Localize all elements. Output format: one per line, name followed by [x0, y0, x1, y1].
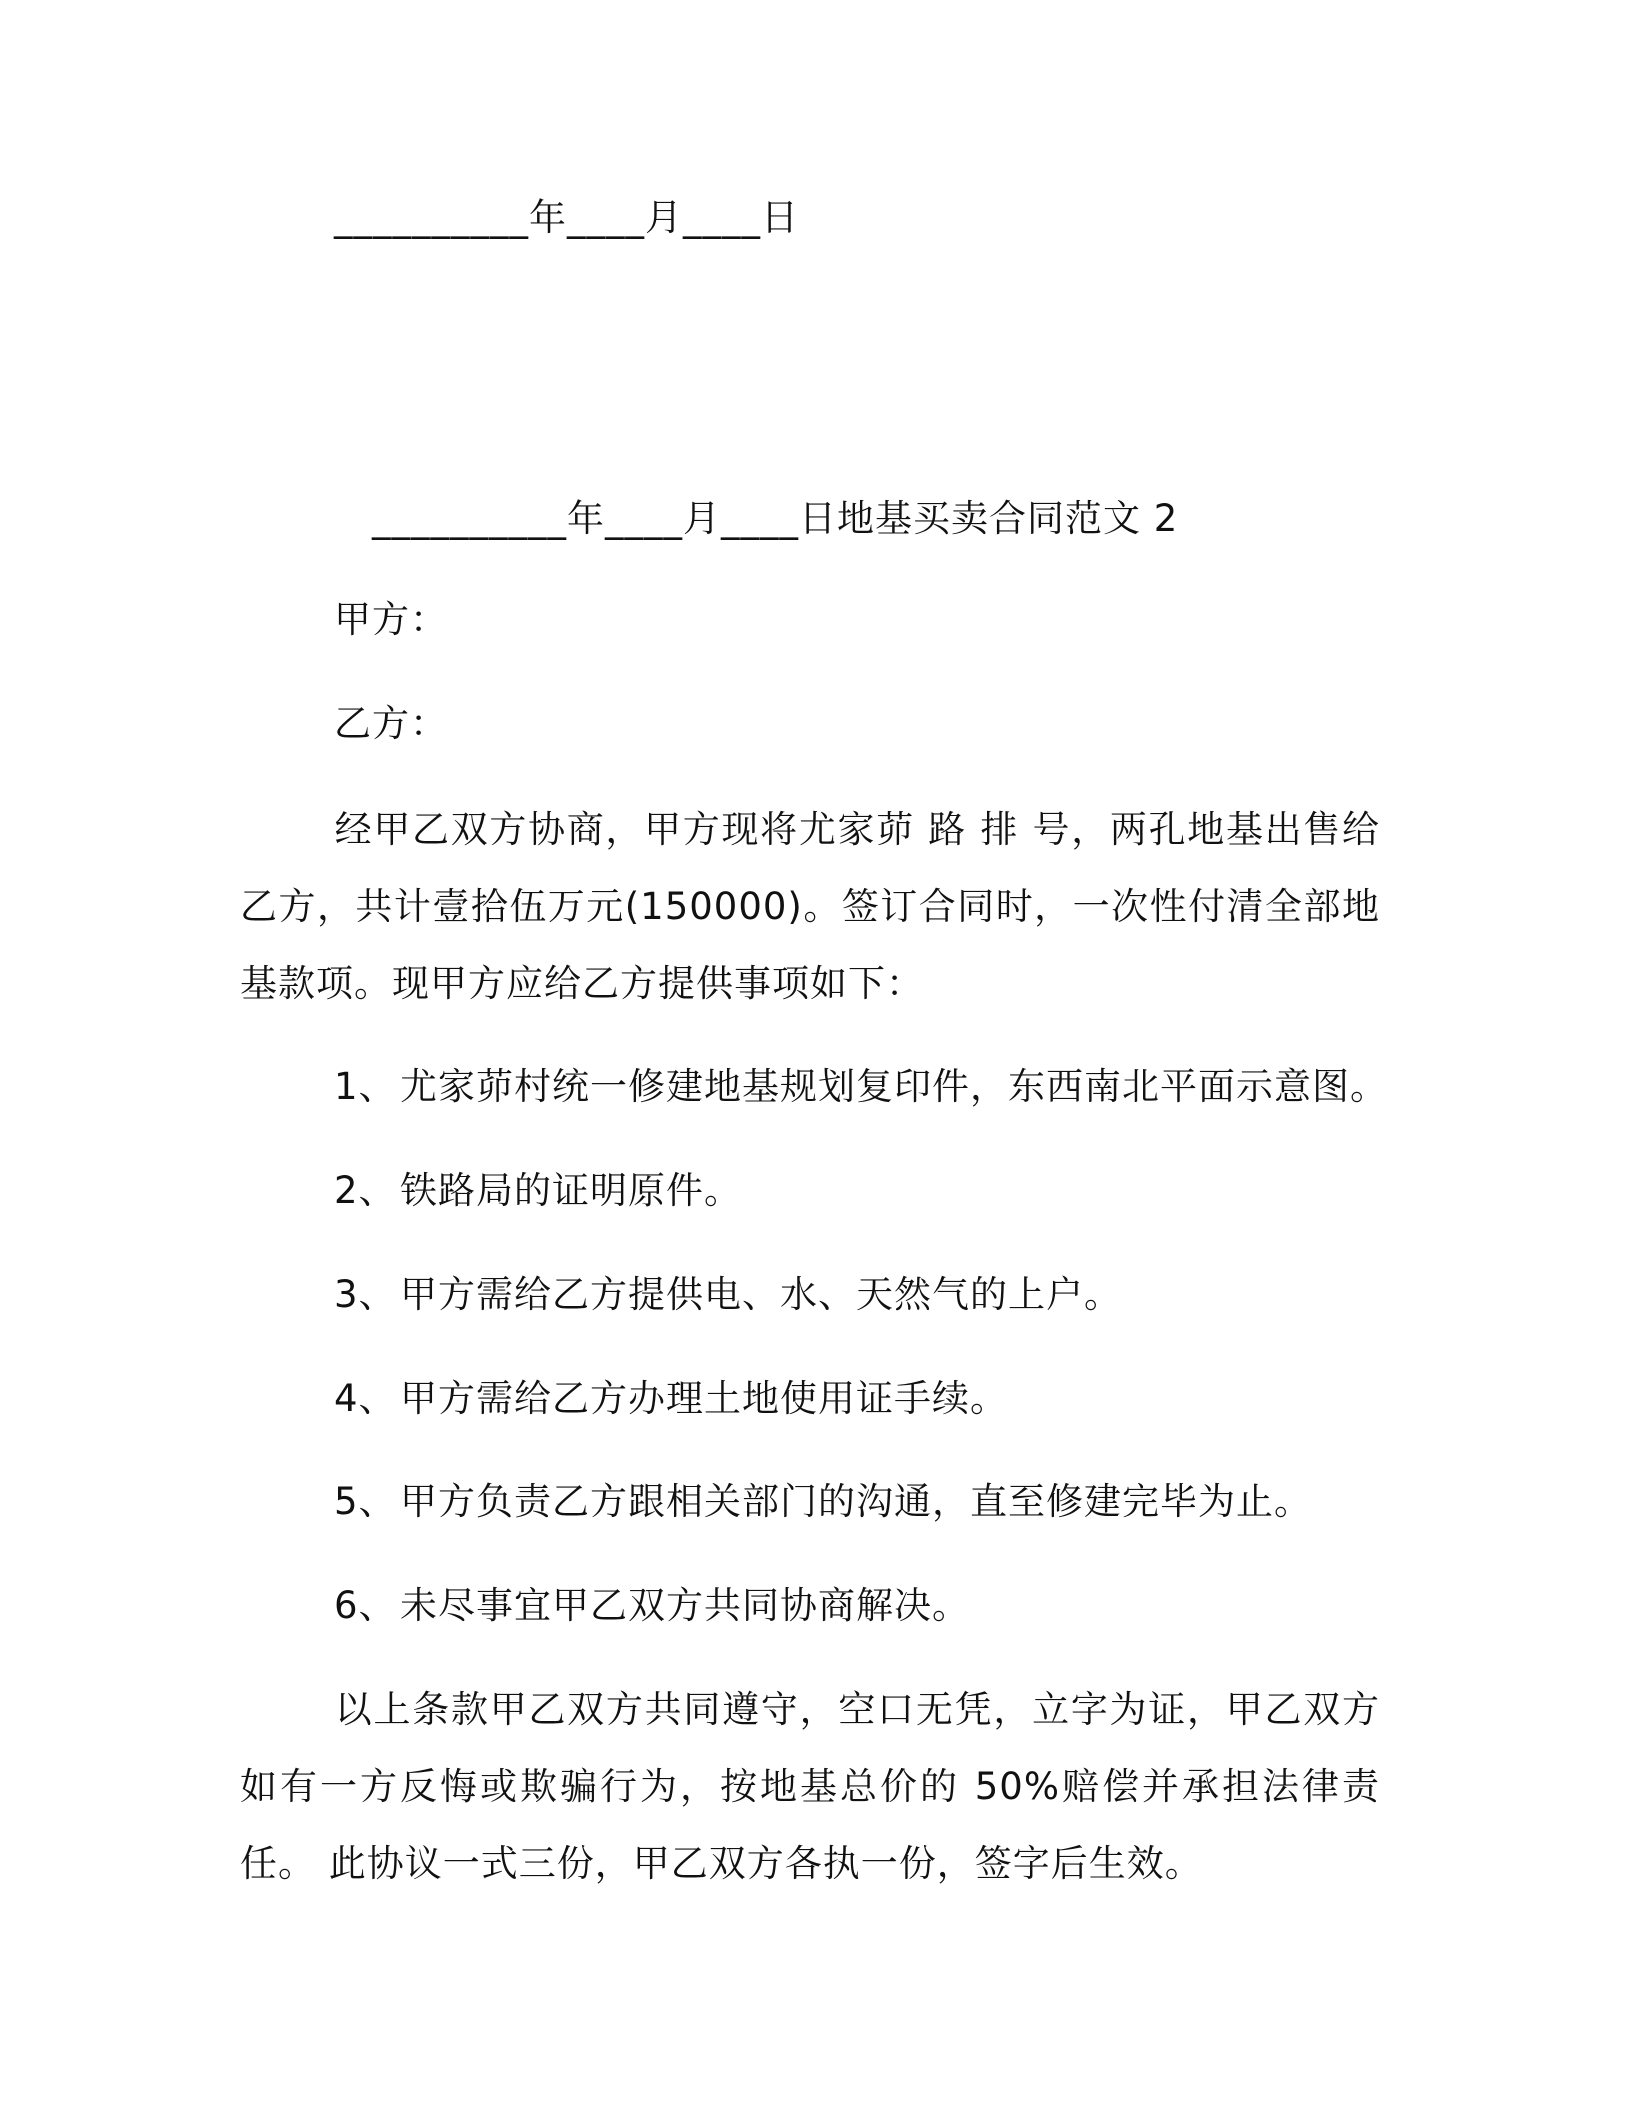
- list-item-number: 2、: [334, 1169, 397, 1212]
- contract-title: __________年____月____日地基买卖合同范文 2: [372, 497, 1179, 540]
- list-item-number: 6、: [334, 1584, 397, 1627]
- intro-paragraph-text: 经甲乙双方协商，甲方现将尤家茆 路 排 号，两孔地基出售给乙方，共计壹拾伍万元(150000)。签订合同时，一次性付清全部地基款项。现甲方应给乙方提供事项如下：: [240, 808, 1380, 1005]
- closing-paragraph-text: 以上条款甲乙双方共同遵守，空口无凭，立字为证，甲乙双方如有一方反悔或欺骗行为，按地基总价的 50%赔偿并承担法律责任。 此协议一式三份，甲乙双方各执一份，签字后生效。: [240, 1688, 1380, 1885]
- intro-paragraph: [240, 791, 1380, 1022]
- party-a-label: 甲方：: [334, 598, 448, 641]
- list-item-text: 尤家茆村统一修建地基规划复印件，东西南北平面示意图。: [400, 1065, 1388, 1108]
- list-item: [334, 1065, 1388, 1109]
- list-item: [334, 1480, 1312, 1524]
- closing-paragraph: [240, 1671, 1380, 1902]
- list-item: [334, 1169, 742, 1213]
- list-item: [334, 1377, 1008, 1421]
- list-item-text: 甲方负责乙方跟相关部门的沟通，直至修建完毕为止。: [400, 1480, 1312, 1523]
- list-item-text: 甲方需给乙方办理土地使用证手续。: [400, 1377, 1008, 1420]
- list-item-text: 甲方需给乙方提供电、水、天然气的上户。: [400, 1273, 1122, 1316]
- list-item: [334, 1584, 970, 1628]
- list-item-text: 未尽事宜甲乙双方共同协商解决。: [400, 1584, 970, 1627]
- list-item-number: 1、: [334, 1065, 397, 1108]
- list-item-number: 4、: [334, 1377, 397, 1420]
- list-item-number: 5、: [334, 1480, 397, 1523]
- party-b-label: 乙方：: [334, 702, 448, 745]
- list-item: [334, 1273, 1122, 1317]
- list-item-text: 铁路局的证明原件。: [400, 1169, 742, 1212]
- list-item-number: 3、: [334, 1273, 397, 1316]
- date-line: __________年____月____日: [334, 196, 799, 239]
